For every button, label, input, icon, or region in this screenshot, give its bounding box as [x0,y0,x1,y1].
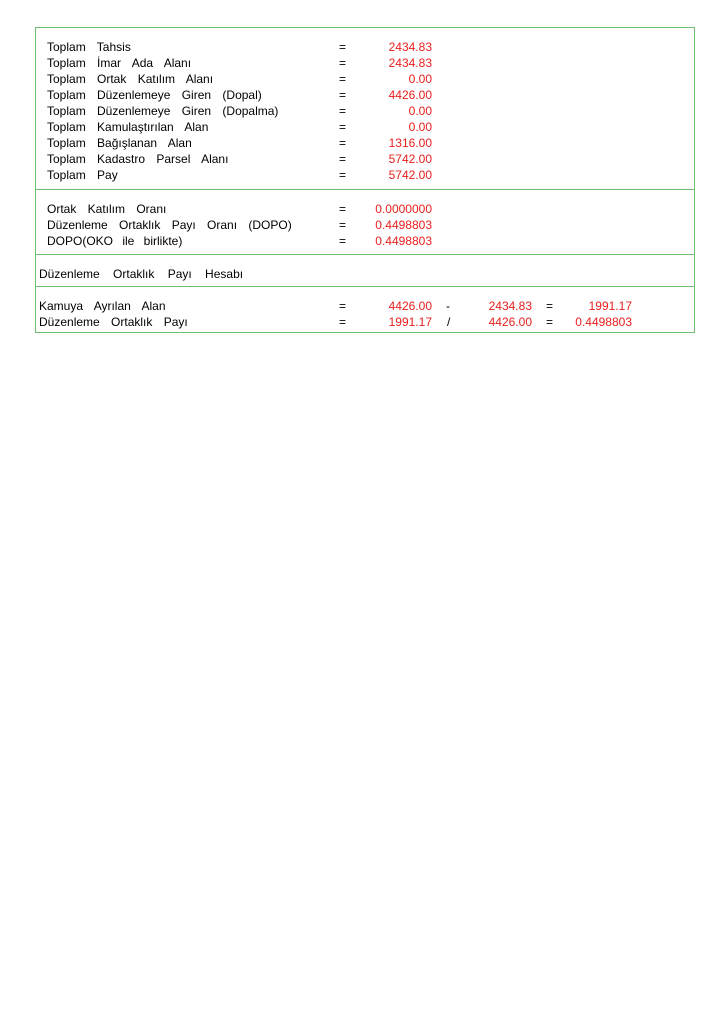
row-label: Ortak Katılım Oranı [47,202,167,216]
ratios-row-dopo [36,217,694,233]
row-label: Toplam Kamulaştırılan Alan [47,120,209,134]
ratios-section [36,200,694,254]
equals-sign: = [339,72,347,86]
row-label: DOPO(OKO ile birlikte) [47,234,183,248]
totals-row-dopal [36,87,694,103]
row-value: 5742.00 [388,152,432,166]
operand-b: 2434.83 [488,299,532,313]
equals-sign: = [339,218,347,232]
ratios-row-dopo-oko [36,233,694,249]
totals-row-ortak-katilim [36,71,694,87]
row-value: 0.00 [408,120,432,134]
totals-row-imar-ada [36,55,694,71]
row-value: 0.4498803 [375,218,432,232]
calculation-row-kamuya-ayrilan [36,298,694,314]
calculation-row-dop [36,314,694,330]
operator: - [446,299,450,313]
equals-sign: = [339,234,347,248]
row-value: 4426.00 [388,88,432,102]
section-divider [36,254,694,255]
row-label: Toplam Ortak Katılım Alanı [47,72,214,86]
calculation-title: Düzenleme Ortaklık Payı Hesabı [39,267,244,281]
section-divider [36,189,694,190]
row-label: Toplam Pay [47,168,118,182]
totals-row-tahsis [36,39,694,55]
equals-sign: = [339,104,347,118]
calculation-title-section [36,265,694,285]
row-label: Toplam Düzenlemeye Giren (Dopalma) [47,104,279,118]
row-label: Düzenleme Ortaklık Payı [39,315,188,329]
equals-sign: = [546,315,554,329]
equals-sign: = [339,120,347,134]
row-label: Toplam Tahsis [47,40,131,54]
equals-sign: = [339,88,347,102]
row-value: 0.00 [408,104,432,118]
equals-sign: = [339,315,347,329]
totals-row-bagislanan [36,135,694,151]
equals-sign: = [339,136,347,150]
totals-row-pay [36,167,694,183]
row-value: 0.4498803 [375,234,432,248]
equals-sign: = [339,56,347,70]
totals-row-dopalma [36,103,694,119]
row-label: Kamuya Ayrılan Alan [39,299,166,313]
row-value: 2434.83 [388,40,432,54]
equals-sign: = [339,168,347,182]
equals-sign: = [546,299,554,313]
calculation-section [36,297,694,333]
row-label: Toplam Kadastro Parsel Alanı [47,152,229,166]
row-label: Düzenleme Ortaklık Payı Oranı (DOPO) [47,218,292,232]
totals-section [36,38,694,188]
operator: / [447,315,451,329]
row-value: 0.00 [408,72,432,86]
ratios-row-oko [36,201,694,217]
result-value: 1991.17 [588,299,632,313]
result-value: 0.4498803 [575,315,632,329]
row-label: Toplam İmar Ada Alanı [47,56,192,70]
equals-sign: = [339,152,347,166]
operand-b: 4426.00 [488,315,532,329]
equals-sign: = [339,40,347,54]
row-value: 1316.00 [388,136,432,150]
row-value: 2434.83 [388,56,432,70]
row-value: 0.0000000 [375,202,432,216]
operand-a: 4426.00 [388,299,432,313]
totals-row-kadastro-parsel [36,151,694,167]
equals-sign: = [339,202,347,216]
calculation-title-row [36,266,694,282]
row-label: Toplam Düzenlemeye Giren (Dopal) [47,88,262,102]
area-report-table [35,27,695,333]
totals-row-kamulastirilan [36,119,694,135]
section-divider [36,286,694,287]
equals-sign: = [339,299,347,313]
row-value: 5742.00 [388,168,432,182]
row-label: Toplam Bağışlanan Alan [47,136,192,150]
operand-a: 1991.17 [388,315,432,329]
